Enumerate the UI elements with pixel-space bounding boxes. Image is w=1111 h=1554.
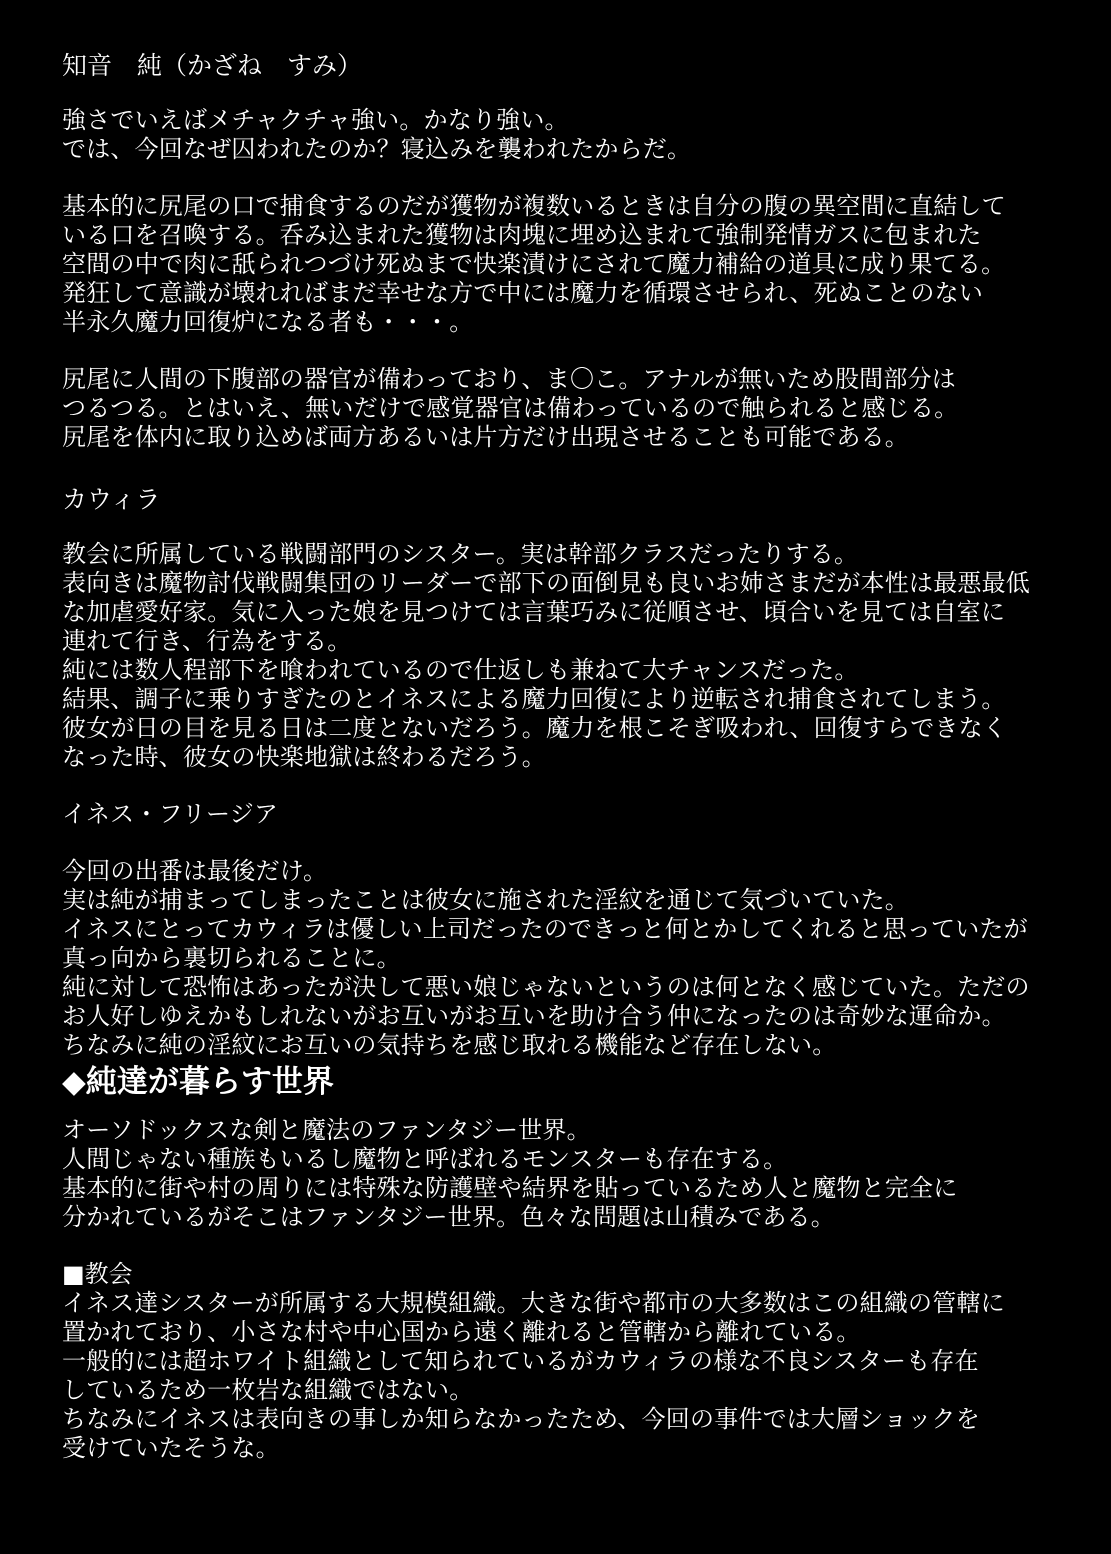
kazane-paragraph-2 [62, 192, 1072, 337]
text-line: お人好しゆえかもしれないがお互いがお互いを助け合う仲になったのは奇妙な運命か。 [62, 1002, 1006, 1030]
text-line: ちなみに純の淫紋にお互いの気持ちを感じ取れる機能など存在しない。 [62, 1031, 837, 1059]
text-line: な加虐愛好家。気に入った娘を見つけては言葉巧みに従順させ、頃合いを見ては自室に [62, 598, 1006, 626]
section-heading-church: ■教会 [62, 1260, 133, 1288]
text-line: 真っ向から裏切られることに。 [62, 944, 401, 972]
text-line: 彼女が日の目を見る日は二度とないだろう。魔力を根こそぎ吸われ、回復すらできなく [62, 714, 1007, 742]
text-line: 実は純が捕まってしまったことは彼女に施された淫紋を通じて気づいていた。 [62, 886, 909, 914]
text-line: 受けていたそうな。 [62, 1434, 280, 1462]
world-paragraph [62, 1116, 1072, 1232]
text-line: イネスにとってカウィラは優しい上司だったのできっと何とかしてくれると思っていたが [62, 915, 1028, 943]
text-line: つるつる。とはいえ、無いだけで感覚器官は備わっているので触られると感じる。 [62, 394, 959, 422]
ines-paragraph [62, 857, 1072, 1060]
kazane-paragraph-3 [62, 365, 1072, 452]
text-line: 純に対して恐怖はあったが決して悪い娘じゃないというのは何となく感じていた。ただの [62, 973, 1030, 1001]
section-heading-world: ◆純達が暮らす世界 [62, 1064, 334, 1100]
text-line: イネス達シスターが所属する大規模組織。大きな街や都市の大多数はこの組織の管轄に [62, 1289, 1005, 1317]
kazane-paragraph-1 [62, 106, 1072, 164]
text-line: 尻尾を体内に取り込めば両方あるいは片方だけ出現させることも可能である。 [62, 423, 909, 451]
character-heading-kazane: 知音 純（かざね すみ） [62, 51, 363, 80]
text-line: 基本的に尻尾の口で捕食するのだが獲物が複数いるときは自分の腹の異空間に直結して [62, 192, 1006, 220]
text-line: いる口を召喚する。呑み込まれた獲物は肉塊に埋め込まれて強制発情ガスに包まれた [62, 221, 982, 249]
text-line: なった時、彼女の快楽地獄は終わるだろう。 [62, 743, 546, 771]
text-line: 結果、調子に乗りすぎたのとイネスによる魔力回復により逆転され捕食されてしまう。 [62, 685, 1006, 713]
text-line: 尻尾に人間の下腹部の器官が備わっており、ま〇こ。アナルが無いため股間部分は [62, 365, 956, 393]
text-line: 基本的に街や村の周りには特殊な防護壁や結界を貼っているため人と魔物と完全に [62, 1174, 958, 1202]
church-paragraph [62, 1289, 1072, 1463]
text-line: 半永久魔力回復炉になる者も・・・。 [62, 308, 474, 336]
character-heading-ines: イネス・フリージア [62, 800, 279, 828]
text-line: 今回の出番は最後だけ。 [62, 857, 328, 885]
text-line: 一般的には超ホワイト組織として知られているがカウィラの様な不良シスターも存在 [62, 1347, 979, 1375]
character-heading-kawira: カウィラ [62, 485, 161, 514]
text-line: ちなみにイネスは表向きの事しか知らなかったため、今回の事件では大層ショックを [62, 1405, 980, 1433]
text-line: 人間じゃない種族もいるし魔物と呼ばれるモンスターも存在する。 [62, 1145, 788, 1173]
text-line: 連れて行き、行為をする。 [62, 627, 352, 655]
text-line: 置かれており、小さな村や中心国から遠く離れると管轄から離れている。 [62, 1318, 861, 1346]
document-page [62, 48, 1072, 1463]
text-line: 分かれているがそこはファンタジー世界。色々な問題は山積みである。 [62, 1203, 835, 1231]
text-line: 強さでいえばメチャクチャ強い。かなり強い。 [62, 106, 569, 134]
text-line: 教会に所属している戦闘部門のシスター。実は幹部クラスだったりする。 [62, 540, 859, 568]
text-line: 純には数人程部下を喰われているので仕返しも兼ねて大チャンスだった。 [62, 656, 859, 684]
text-line: 表向きは魔物討伐戦闘集団のリーダーで部下の面倒見も良いお姉さまだが本性は最悪最低 [62, 569, 1030, 597]
text-line: では、今回なぜ囚われたのか？寝込みを襲われたからだ。 [62, 135, 692, 163]
text-line: 発狂して意識が壊れればまだ幸せな方で中には魔力を循環させられ、死ぬことのない [62, 279, 984, 307]
text-line: しているため一枚岩な組織ではない。 [62, 1376, 474, 1404]
text-line: 空間の中で肉に舐られつづけ死ぬまで快楽漬けにされて魔力補給の道具に成り果てる。 [62, 250, 1006, 278]
text-line: オーソドックスな剣と魔法のファンタジー世界。 [62, 1116, 591, 1144]
kawira-paragraph [62, 540, 1072, 772]
